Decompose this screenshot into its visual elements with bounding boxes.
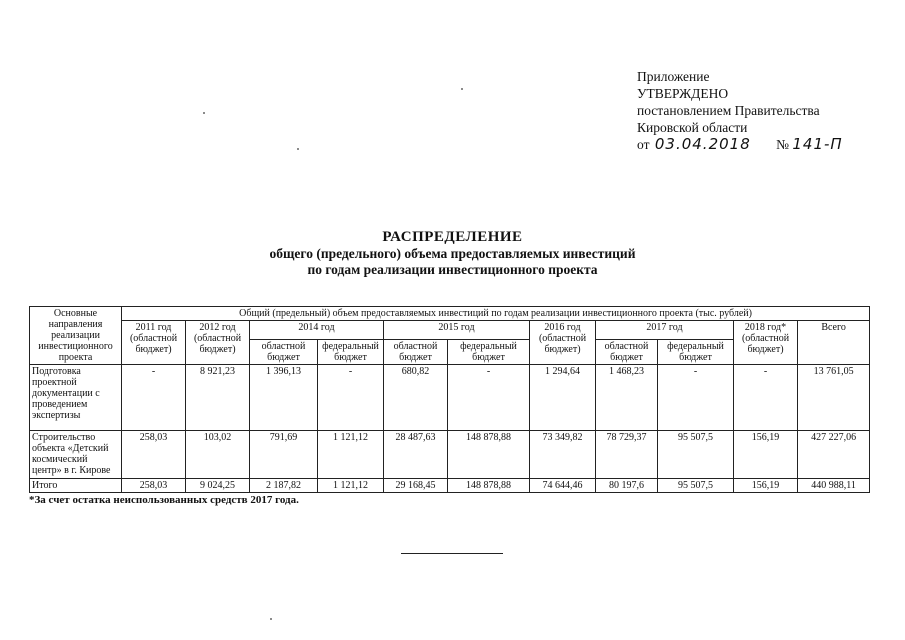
table-cell: 74 644,46 [530,479,596,493]
table-row [30,431,870,479]
header-2014: 2014 год [250,321,384,340]
table-cell: 80 197,6 [596,479,658,493]
table-cell: 156,19 [734,431,798,479]
table-cell: - [658,365,734,431]
table-cell: 95 507,5 [658,479,734,493]
header-2017-federal: федеральный бюджет [658,340,734,365]
table-cell: 791,69 [250,431,318,479]
table-cell: 1 121,12 [318,431,384,479]
footnote: *За счет остатка неиспользованных средств 2017 года. [29,494,299,506]
table-cell: 427 227,06 [798,431,870,479]
table-cell: 1 121,12 [318,479,384,493]
table-cell: 148 878,88 [448,431,530,479]
table-cell: - [448,365,530,431]
table-row [30,365,870,431]
header-directions: Основные направления реализации инвестиционного проекта [30,307,122,365]
table-cell: - [734,365,798,431]
approval-block [637,68,843,153]
header-2014-federal: федеральный бюджет [318,340,384,365]
handwritten-number: 141-П [792,135,843,153]
row-label: Строительство объекта «Детский космический центр» в г. Кирове [30,431,122,479]
row-label: Итого [30,479,122,493]
approved-by-line1: постановлением Правительства [637,103,820,118]
row-label: Подготовка проектной документации с проведением экспертизы [30,365,122,431]
table-cell: 2 187,82 [250,479,318,493]
table-cell: 103,02 [186,431,250,479]
table-cell: 78 729,37 [596,431,658,479]
table-cell: 73 349,82 [530,431,596,479]
header-2015-federal: федеральный бюджет [448,340,530,365]
header-2014-regional: областной бюджет [250,340,318,365]
document-title [0,228,905,278]
header-2015-regional: областной бюджет [384,340,448,365]
table-cell: 440 988,11 [798,479,870,493]
scan-speck [297,148,299,150]
header-2015: 2015 год [384,321,530,340]
table-cell: 1 294,64 [530,365,596,431]
table-cell: 9 024,25 [186,479,250,493]
title-line1: РАСПРЕДЕЛЕНИЕ [382,229,523,245]
table-cell: 95 507,5 [658,431,734,479]
table-cell: 1 396,13 [250,365,318,431]
table-cell: 258,03 [122,431,186,479]
table-cell: 13 761,05 [798,365,870,431]
table-row [30,479,870,493]
scan-speck [203,112,205,114]
scan-speck [270,618,272,620]
title-line2: общего (предельного) объема предоставляемых инвестиций [269,246,636,261]
appendix-label: Приложение [637,69,710,84]
table-cell: - [318,365,384,431]
header-2017: 2017 год [596,321,734,340]
approved-by-line2: Кировской области [637,120,748,135]
table-cell: 1 468,23 [596,365,658,431]
number-prefix: № [776,137,790,152]
approved-label: УТВЕРЖДЕНО [637,86,729,101]
header-2018: 2018 год* (областной бюджет) [734,321,798,365]
approval-date-line [637,136,843,153]
table-cell: 156,19 [734,479,798,493]
header-main: Общий (предельный) объем предоставляемых инвестиций по годам реализации инвестиционного проекта (тыс. рублей) [122,307,870,321]
table-cell: 29 168,45 [384,479,448,493]
investment-table [29,306,870,493]
header-2012: 2012 год (областной бюджет) [186,321,250,365]
table-body [30,365,870,493]
header-total: Всего [798,321,870,365]
date-prefix: от [637,137,650,152]
title-line3: по годам реализации инвестиционного проекта [307,262,598,277]
table-cell: 680,82 [384,365,448,431]
table-cell: - [122,365,186,431]
table-cell: 28 487,63 [384,431,448,479]
header-2017-regional: областной бюджет [596,340,658,365]
scan-speck [461,88,463,90]
header-2016: 2016 год (областной бюджет) [530,321,596,365]
handwritten-date: 03.04.2018 [654,135,751,153]
table-cell: 258,03 [122,479,186,493]
table-cell: 148 878,88 [448,479,530,493]
divider-line [401,553,503,554]
table-cell: 8 921,23 [186,365,250,431]
header-2011: 2011 год (областной бюджет) [122,321,186,365]
